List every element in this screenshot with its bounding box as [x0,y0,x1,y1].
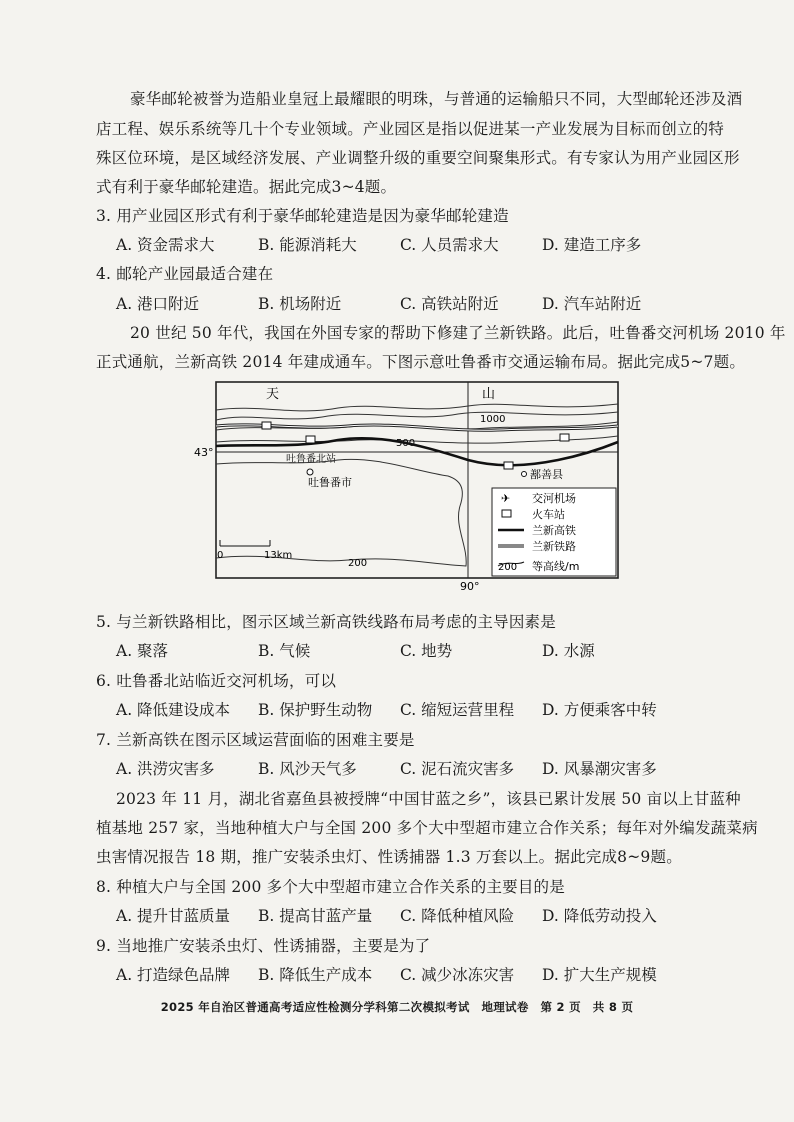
city-label: 吐鲁番市 [308,476,352,489]
legend-contour: 等高线/m [532,560,580,573]
option-b[interactable]: B. 风沙天气多 [258,760,357,778]
option-c[interactable]: C. 降低种植风险 [400,907,515,925]
contour-line [216,404,618,411]
passage-line: 正式通航，兰新高铁 2014 年建成通车。下图示意吐鲁番市交通运输布局。据此完成5~7题。 [96,353,746,371]
question-8-stem: 8. 种植大户与全国 200 多个大中型超市建立合作关系的主要目的是 [96,878,565,896]
option-c[interactable]: C. 高铁站附近 [400,295,499,313]
passage-line: 植基地 257 家，当地种植大户与全国 200 多个大中型超市建立合作关系；每年对外编发蔬菜病 [96,819,758,837]
scale-km: 13km [264,550,293,561]
passage-line: 20 世纪 50 年代，我国在外国专家的帮助下修建了兰新铁路。此后，吐鲁番交河机场 2010 年 [130,324,786,342]
question-4-stem: 4. 邮轮产业园最适合建在 [96,265,274,283]
option-d[interactable]: D. 建造工序多 [542,236,642,254]
contour-500-label: 500 [396,438,416,449]
option-c[interactable]: C. 地势 [400,642,453,660]
contour-500 [216,436,618,443]
passage-line: 豪华邮轮被誉为造船业皇冠上最耀眼的明珠，与普通的运输船只不同，大型邮轮还涉及酒 [130,90,743,108]
option-b[interactable]: B. 降低生产成本 [258,966,373,984]
passage-line: 式有利于豪华邮轮建造。据此完成3~4题。 [96,178,397,196]
longitude-label: 90° [460,580,480,593]
legend-airport: 交河机场 [532,492,576,505]
question-6-stem: 6. 吐鲁番北站临近交河机场，可以 [96,672,337,690]
train-station-icon [306,436,315,443]
option-a[interactable]: A. 洪涝灾害多 [116,760,215,778]
label-tian: 天 [266,387,280,402]
train-station-icon [262,422,271,429]
legend-contour-value: 200 [498,562,518,573]
option-c[interactable]: C. 泥石流灾害多 [400,760,515,778]
station-north-label: 吐鲁番北站 [286,454,336,465]
option-a[interactable]: A. 提升甘蓝质量 [116,907,231,925]
legend-station: 火车站 [532,508,565,521]
option-d[interactable]: D. 水源 [542,642,595,660]
option-a[interactable]: A. 资金需求大 [116,236,215,254]
option-a[interactable]: A. 降低建设成本 [116,701,231,719]
question-7-stem: 7. 兰新高铁在图示区域运营面临的困难主要是 [96,731,415,749]
option-b[interactable]: B. 能源消耗大 [258,236,357,254]
airport-icon: ✈ [501,492,511,505]
contour-1000-label: 1000 [480,414,506,425]
question-3-stem: 3. 用产业园区形式有利于豪华邮轮建造是因为豪华邮轮建造 [96,207,509,225]
passage-line: 虫害情况报告 18 期，推广安装杀虫灯、性诱捕器 1.3 万套以上。据此完成8~9题。 [96,848,682,866]
turpan-transport-map [194,376,630,593]
option-c[interactable]: C. 人员需求大 [400,236,499,254]
city-marker [307,469,313,475]
legend-rail: 兰新铁路 [532,540,576,553]
option-d[interactable]: D. 降低劳动投入 [542,907,657,925]
page-footer: 2025 年自治区普通高考适应性检测分学科第二次模拟考试 地理试卷 第 2 页 共 8 页 [160,1000,634,1014]
scale-zero: 0 [217,550,224,561]
legend-hsr: 兰新高铁 [532,524,576,537]
option-b[interactable]: B. 机场附近 [258,295,342,313]
contour-line [216,412,618,420]
option-a[interactable]: A. 聚落 [116,642,169,660]
passage-line: 殊区位环境，是区域经济发展、产业调整升级的重要空间聚集形式。有专家认为用产业园区形 [96,149,740,167]
option-b[interactable]: B. 保护野生动物 [258,701,373,719]
option-b[interactable]: B. 气候 [258,642,311,660]
passage-line: 店工程、娱乐系统等几十个专业领域。产业园区是指以促进某一产业发展为目标而创立的特 [96,120,725,138]
option-a[interactable]: A. 打造绿色品牌 [116,966,231,984]
option-c[interactable]: C. 减少冰冻灾害 [400,966,515,984]
contour-200-label: 200 [348,558,368,569]
question-9-stem: 9. 当地推广安装杀虫灯、性诱捕器，主要是为了 [96,937,431,955]
option-d[interactable]: D. 扩大生产规模 [542,966,657,984]
option-d[interactable]: D. 方便乘客中转 [542,701,657,719]
option-d[interactable]: D. 汽车站附近 [542,295,642,313]
option-b[interactable]: B. 提高甘蓝产量 [258,907,373,925]
option-d[interactable]: D. 风暴潮灾害多 [542,760,657,778]
option-a[interactable]: A. 港口附近 [116,295,200,313]
label-shan: 山 [482,387,496,402]
question-5-stem: 5. 与兰新铁路相比，图示区域兰新高铁线路布局考虑的主导因素是 [96,613,556,631]
passage-line: 2023 年 11 月，湖北省嘉鱼县被授牌“中国甘蓝之乡”，该县已累计发展 50 亩以上甘蓝种 [116,790,741,808]
county-marker [522,472,527,477]
train-station-icon [560,434,569,441]
latitude-label: 43° [194,446,214,459]
train-station-icon [504,462,513,469]
train-station-icon [502,510,511,517]
option-c[interactable]: C. 缩短运营里程 [400,701,515,719]
county-label: 鄯善县 [530,468,563,481]
